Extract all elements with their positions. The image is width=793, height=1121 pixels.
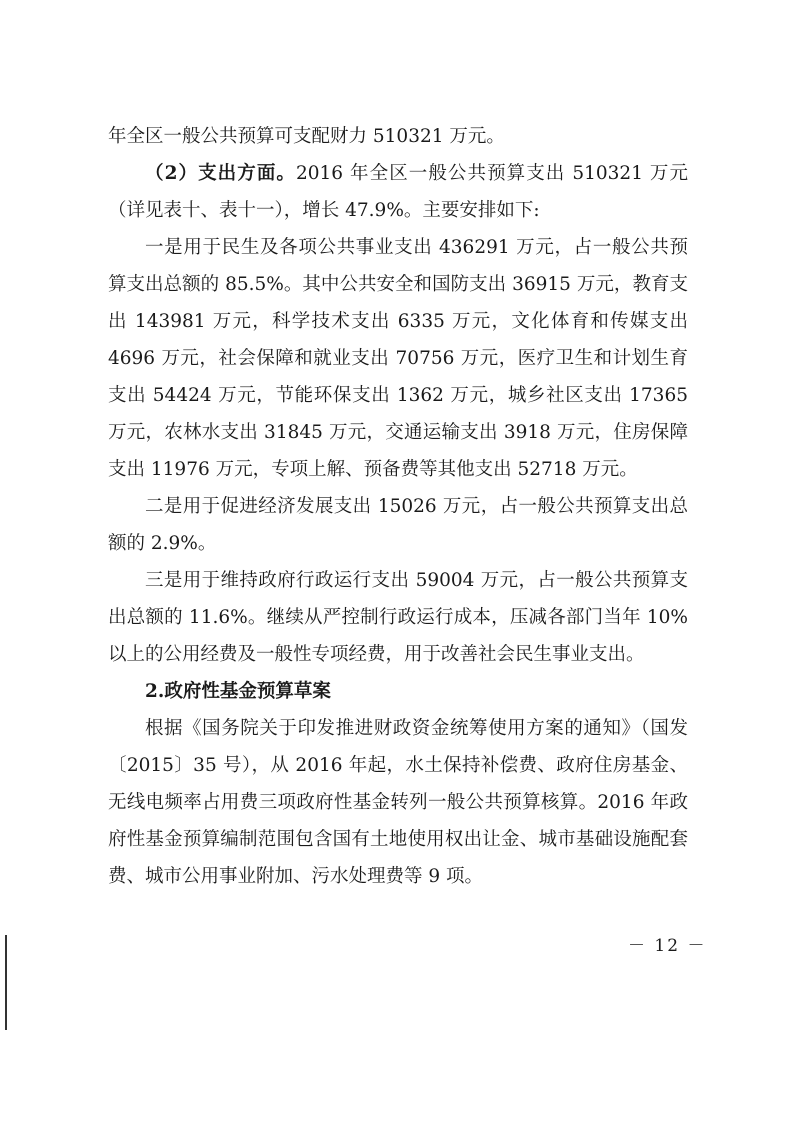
paragraph-2: （2）支出方面。2016 年全区一般公共预算支出 510321 万元（详见表十、表十一），增长 47.9%。主要安排如下: [108,163,688,221]
paragraph-3: 一是用于民生及各项公共事业支出 436291 万元，占一般公共预算支出总额的 85.5%。其中公共安全和国防支出 36915 万元，教育支出 143981 万元，科学技术支出 6335 万元，文化体育和传媒支出 4696 万元，社会保障和就业支出 70756 万元，医疗卫生和计划生育支出 54424 万元，节能环保支出 1362 万元，城乡社区支出 17365 万元，农林水支出 31845 万元，交通运输支出 3918 万元，住房保障支出 11976 万元，专项上解、预备费等其他支出 52718 万元。 [108,237,688,480]
paragraph-6: 根据《国务院关于印发推进财政资金统筹使用方案的通知》（国发〔2015〕35 号），从 2016 年起，水土保持补偿费、政府住房基金、无线电频率占用费三项政府性基金转列一般公共预算核算。2016 年政府性基金预算编制范围包含国有土地使用权出让金、城市基础设施配套费、城市公用事业附加、污水处理费等 9 项。 [108,718,688,887]
section-lead-expenditure: （2）支出方面。 [145,163,296,184]
paragraph-5: 三是用于维持政府行政运行支出 59004 万元，占一般公共预算支出总额的 11.6%。继续从严控制行政运行成本，压减各部门当年 10%以上的公用经费及一般性专项经费，用于改善社会民生事业支出。 [108,570,688,665]
paragraph-4: 二是用于促进经济发展支出 15026 万元，占一般公共预算支出总额的 2.9%。 [108,496,688,554]
paragraph-1: 年全区一般公共预算可支配财力 510321 万元。 [108,126,505,147]
scan-artifact-line [5,935,7,1030]
section-heading: 2.政府性基金预算草案 [145,681,331,702]
body-text [108,118,688,895]
page-number: － 12 － [628,936,707,956]
